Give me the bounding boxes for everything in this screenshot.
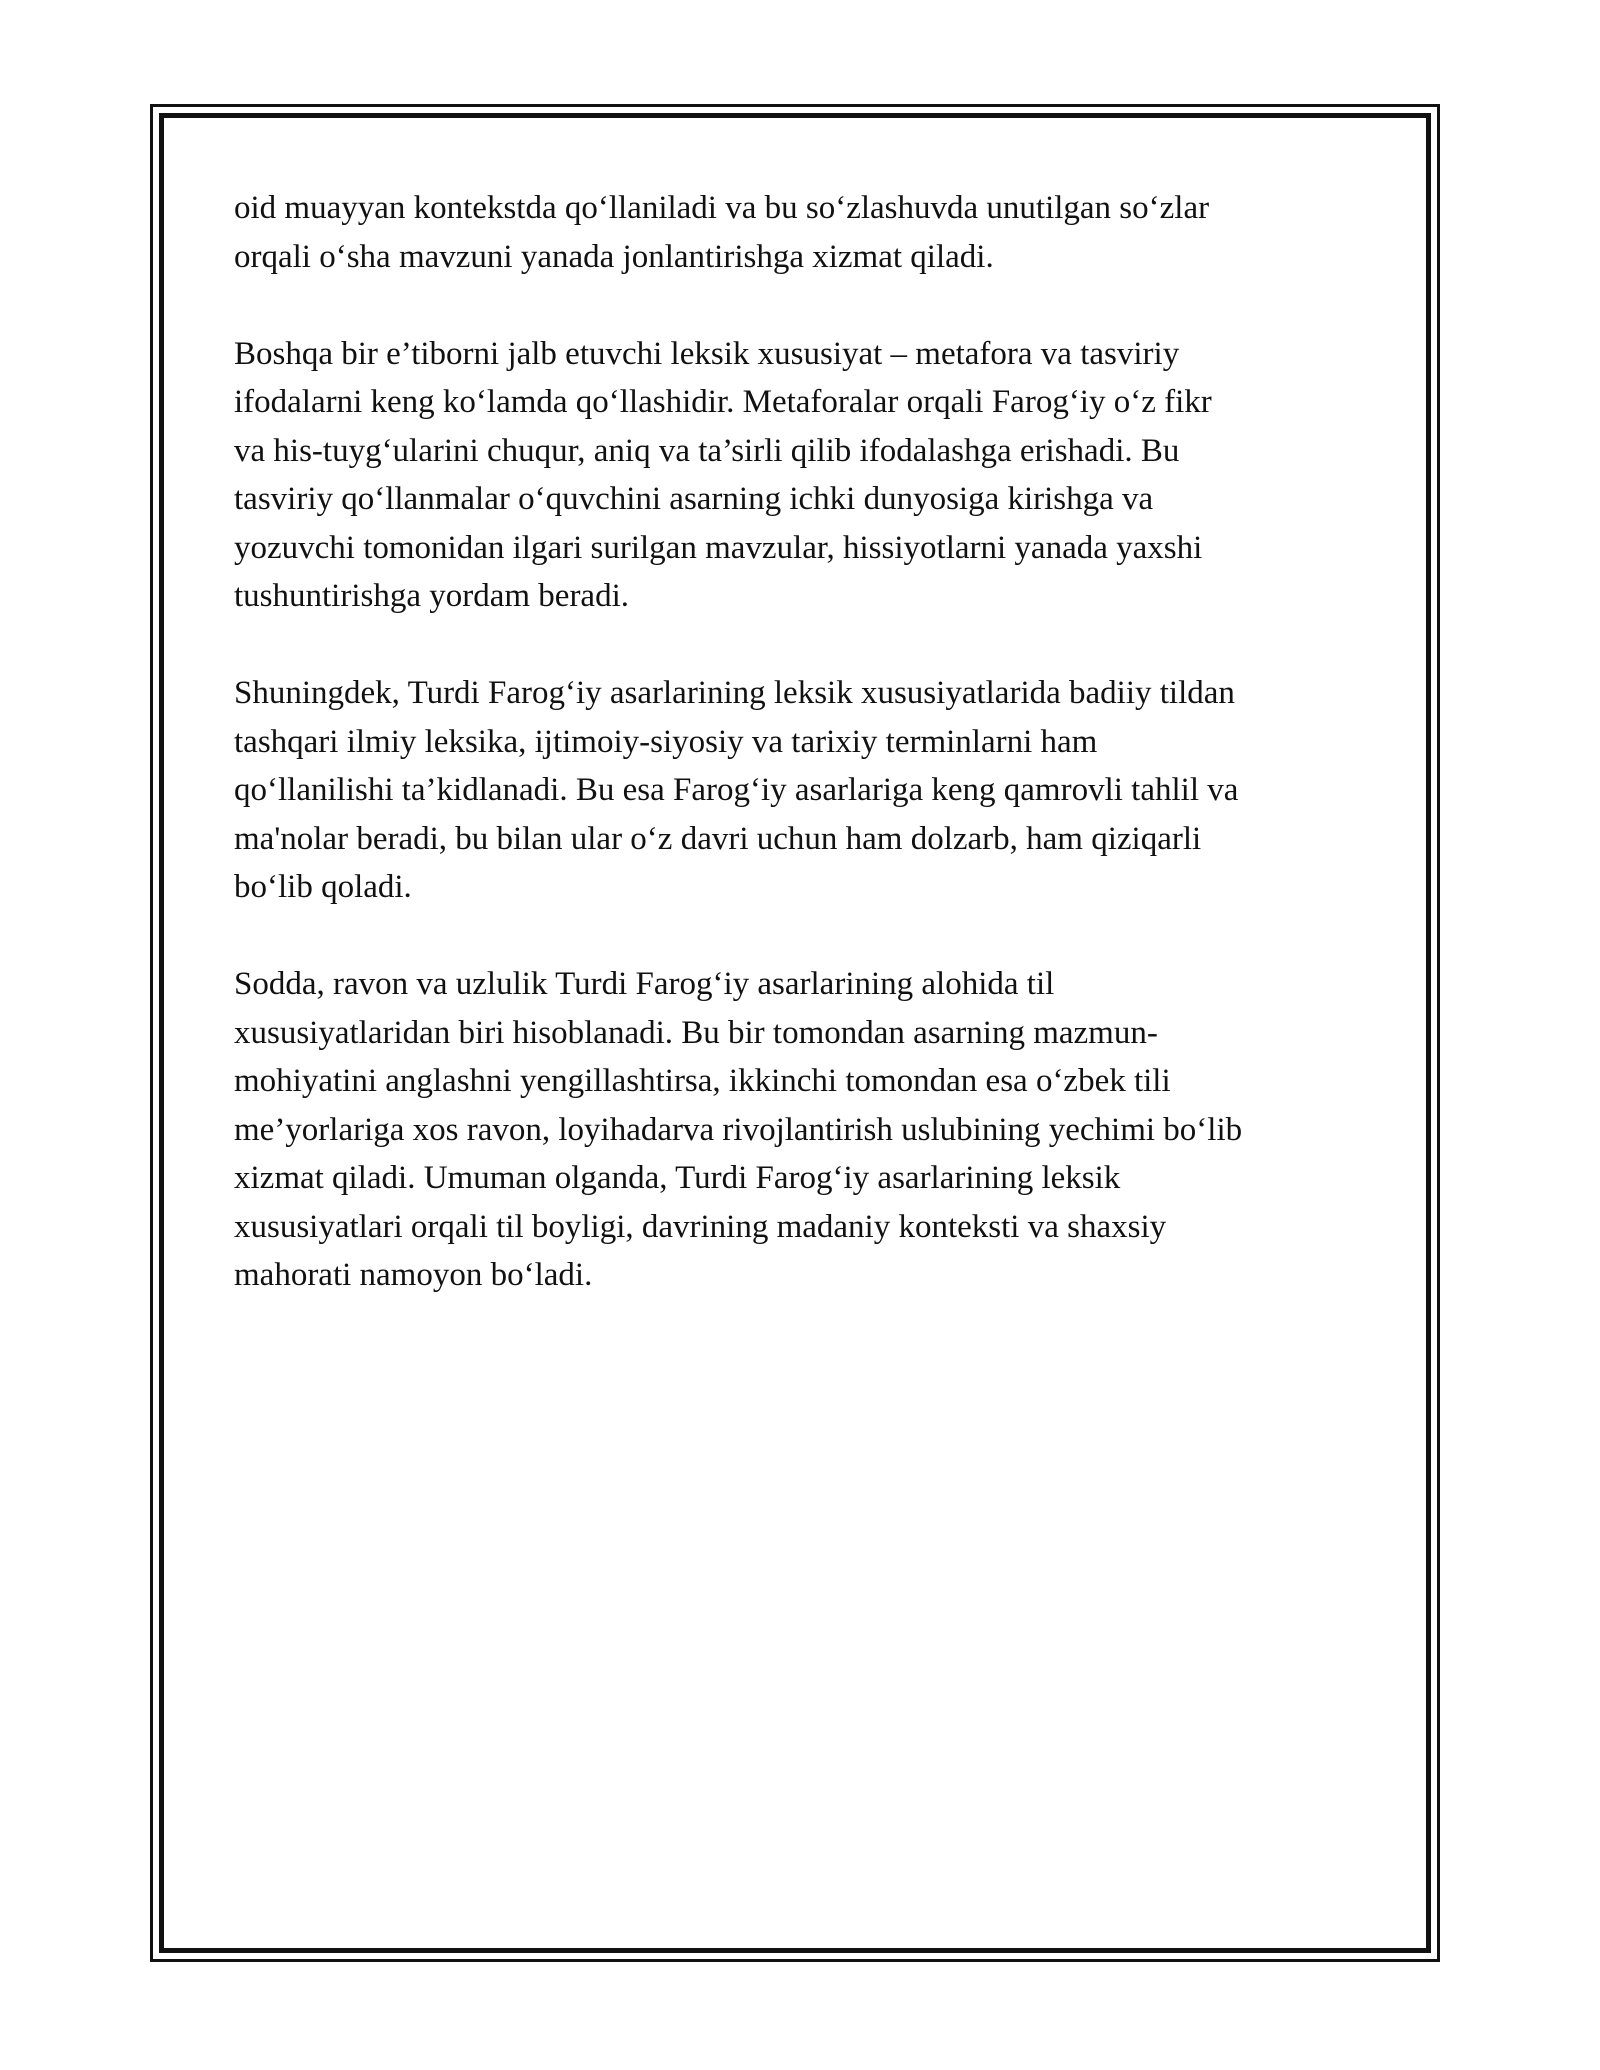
text-line: ifodalarni keng ko‘lamda qo‘llashidir. Metaforalar orqali Farog‘iy o‘z fikr bbox=[234, 384, 1212, 420]
text-line: oid muayyan kontekstda qo‘llaniladi va bu so‘zlashuvda unutilgan so‘zlar bbox=[234, 190, 1210, 226]
paragraph-2 bbox=[234, 330, 1364, 621]
text-line: orqali o‘sha mavzuni yanada jonlantirishga xizmat qiladi. bbox=[234, 238, 994, 275]
text-line: qo‘llanilishi ta’kidlanadi. Bu esa Farog‘iy asarlariga keng qamrovli tahlil va bbox=[234, 772, 1239, 808]
paragraph-3 bbox=[234, 669, 1364, 912]
document-body bbox=[234, 184, 1364, 1348]
text-line: xususiyatlaridan biri hisoblanadi. Bu bir tomondan asarning mazmun- bbox=[234, 1014, 1158, 1051]
text-line: xizmat qiladi. Umuman olganda, Turdi Farog‘iy asarlarining leksik bbox=[234, 1160, 1121, 1196]
text-line: me’yorlariga xos ravon, loyihadarva rivojlantirish uslubining yechimi bo‘lib bbox=[234, 1111, 1243, 1148]
text-line: tashqari ilmiy leksika, ijtimoiy-siyosiy va tarixiy terminlarni ham bbox=[234, 723, 1098, 760]
text-line: Boshqa bir e’tiborni jalb etuvchi leksik xususiyat – metafora va tasviriy bbox=[234, 335, 1180, 372]
paragraph-4 bbox=[234, 960, 1364, 1300]
text-line: Shuningdek, Turdi Farog‘iy asarlarining leksik xususiyatlarida badiiy tildan bbox=[234, 675, 1235, 711]
text-line: va his-tuyg‘ularini chuqur, aniq va ta’sirli qilib ifodalashga erishadi. Bu bbox=[234, 432, 1180, 469]
text-line: tasviriy qo‘llanmalar o‘quvchini asarning ichki dunyosiga kirishga va bbox=[234, 481, 1154, 517]
text-line: tushuntirishga yordam beradi. bbox=[234, 578, 630, 614]
text-line: ma'nolar beradi, bu bilan ular o‘z davri uchun ham dolzarb, ham qiziqarli bbox=[234, 820, 1202, 857]
text-line: mohiyatini anglashni yengillashtirsa, ikkinchi tomondan esa o‘zbek tili bbox=[234, 1063, 1171, 1099]
text-line: yozuvchi tomonidan ilgari surilgan mavzular, hissiyotlarni yanada yaxshi bbox=[234, 529, 1203, 566]
text-line: bo‘lib qoladi. bbox=[234, 869, 412, 905]
text-line: mahorati namoyon bo‘ladi. bbox=[234, 1257, 593, 1293]
text-line: Sodda, ravon va uzlulik Turdi Farog‘iy asarlarining alohida til bbox=[234, 966, 1055, 1002]
text-line: xususiyatlari orqali til boyligi, davrining madaniy konteksti va shaxsiy bbox=[234, 1208, 1167, 1245]
paragraph-1 bbox=[234, 184, 1364, 281]
